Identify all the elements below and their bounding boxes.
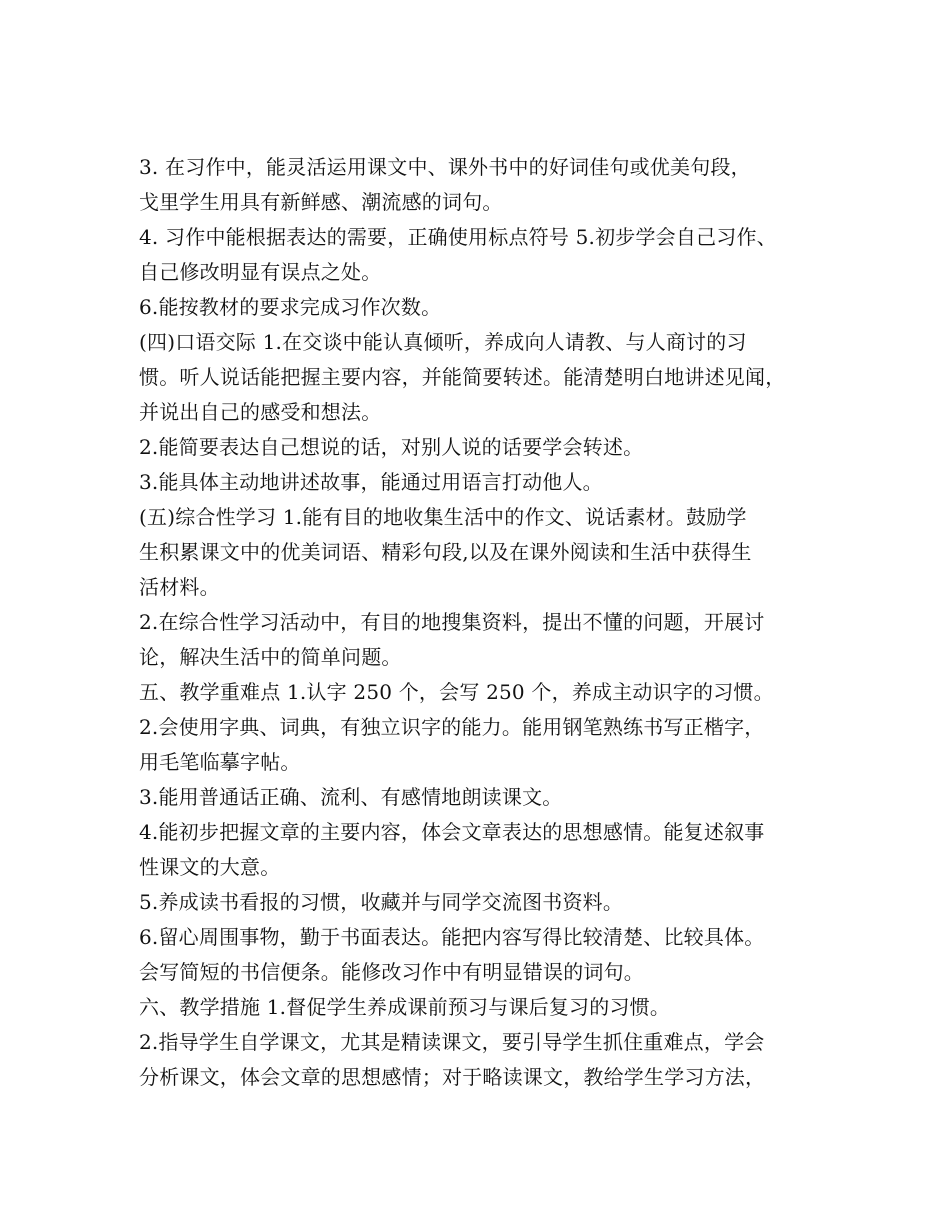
- text-line: 2.指导学生自学课文，尤其是精读课文，要引导学生抓住重难点，学会: [139, 1030, 765, 1054]
- text-line: 并说出自己的感受和想法。: [139, 400, 382, 424]
- text-line: 6.留心周围事物，勤于书面表达。能把内容写得比较清楚、比较具体。: [139, 925, 765, 949]
- text-line: 六、教学措施 1.督促学生养成课前预习与课后复习的习惯。: [139, 995, 671, 1019]
- text-line: 分析课文，体会文章的思想感情；对于略读课文，教给学生学习方法，: [139, 1065, 766, 1089]
- text-line: (四)口语交际 1.在交谈中能认真倾听，养成向人请教、与人商讨的习: [139, 330, 747, 354]
- text-line: 戈里学生用具有新鲜感、潮流感的词句。: [139, 190, 503, 214]
- text-line: 自己修改明显有误点之处。: [139, 260, 382, 284]
- text-line: 论，解决生活中的简单问题。: [139, 645, 402, 669]
- document-body: [139, 150, 839, 1095]
- text-line: 4. 习作中能根据表达的需要，正确使用标点符号 5.初步学会自己习作、: [139, 225, 777, 249]
- text-line: 4.能初步把握文章的主要内容，体会文章表达的思想感情。能复述叙事: [139, 820, 765, 844]
- text-line: 6.能按教材的要求完成习作次数。: [139, 295, 442, 319]
- text-line: 3. 在习作中，能灵活运用课文中、课外书中的好词佳句或优美句段，: [139, 155, 751, 179]
- text-line: 3.能具体主动地讲述故事，能通过用语言打动他人。: [139, 470, 603, 494]
- text-line: 2.在综合性学习活动中，有目的地搜集资料，提出不懂的问题，开展讨: [139, 610, 765, 634]
- text-line: 3.能用普通话正确、流利、有感情地朗读课文。: [139, 785, 563, 809]
- text-line: 用毛笔临摹字帖。: [139, 750, 301, 774]
- text-line: 惯。听人说话能把握主要内容，并能简要转述。能清楚明白地讲述见闻，: [139, 365, 786, 389]
- text-line: (五)综合性学习 1.能有目的地收集生活中的作文、说话素材。鼓励学: [139, 505, 747, 529]
- text-line: 2.会使用字典、词典，有独立识字的能力。能用钢笔熟练书写正楷字，: [139, 715, 765, 739]
- text-line: 生积累课文中的优美词语、精彩句段,以及在课外阅读和生活中获得生: [139, 540, 752, 564]
- text-line: 2.能简要表达自己想说的话，对别人说的话要学会转述。: [139, 435, 644, 459]
- text-line: 活材料。: [139, 575, 220, 599]
- text-line: 性课文的大意。: [139, 855, 281, 879]
- text-line: 会写简短的书信便条。能修改习作中有明显错误的词句。: [139, 960, 644, 984]
- text-line: 五、教学重难点 1.认字 250 个，会写 250 个，养成主动识字的习惯。: [139, 680, 774, 704]
- text-line: 5.养成读书看报的习惯，收藏并与同学交流图书资料。: [139, 890, 624, 914]
